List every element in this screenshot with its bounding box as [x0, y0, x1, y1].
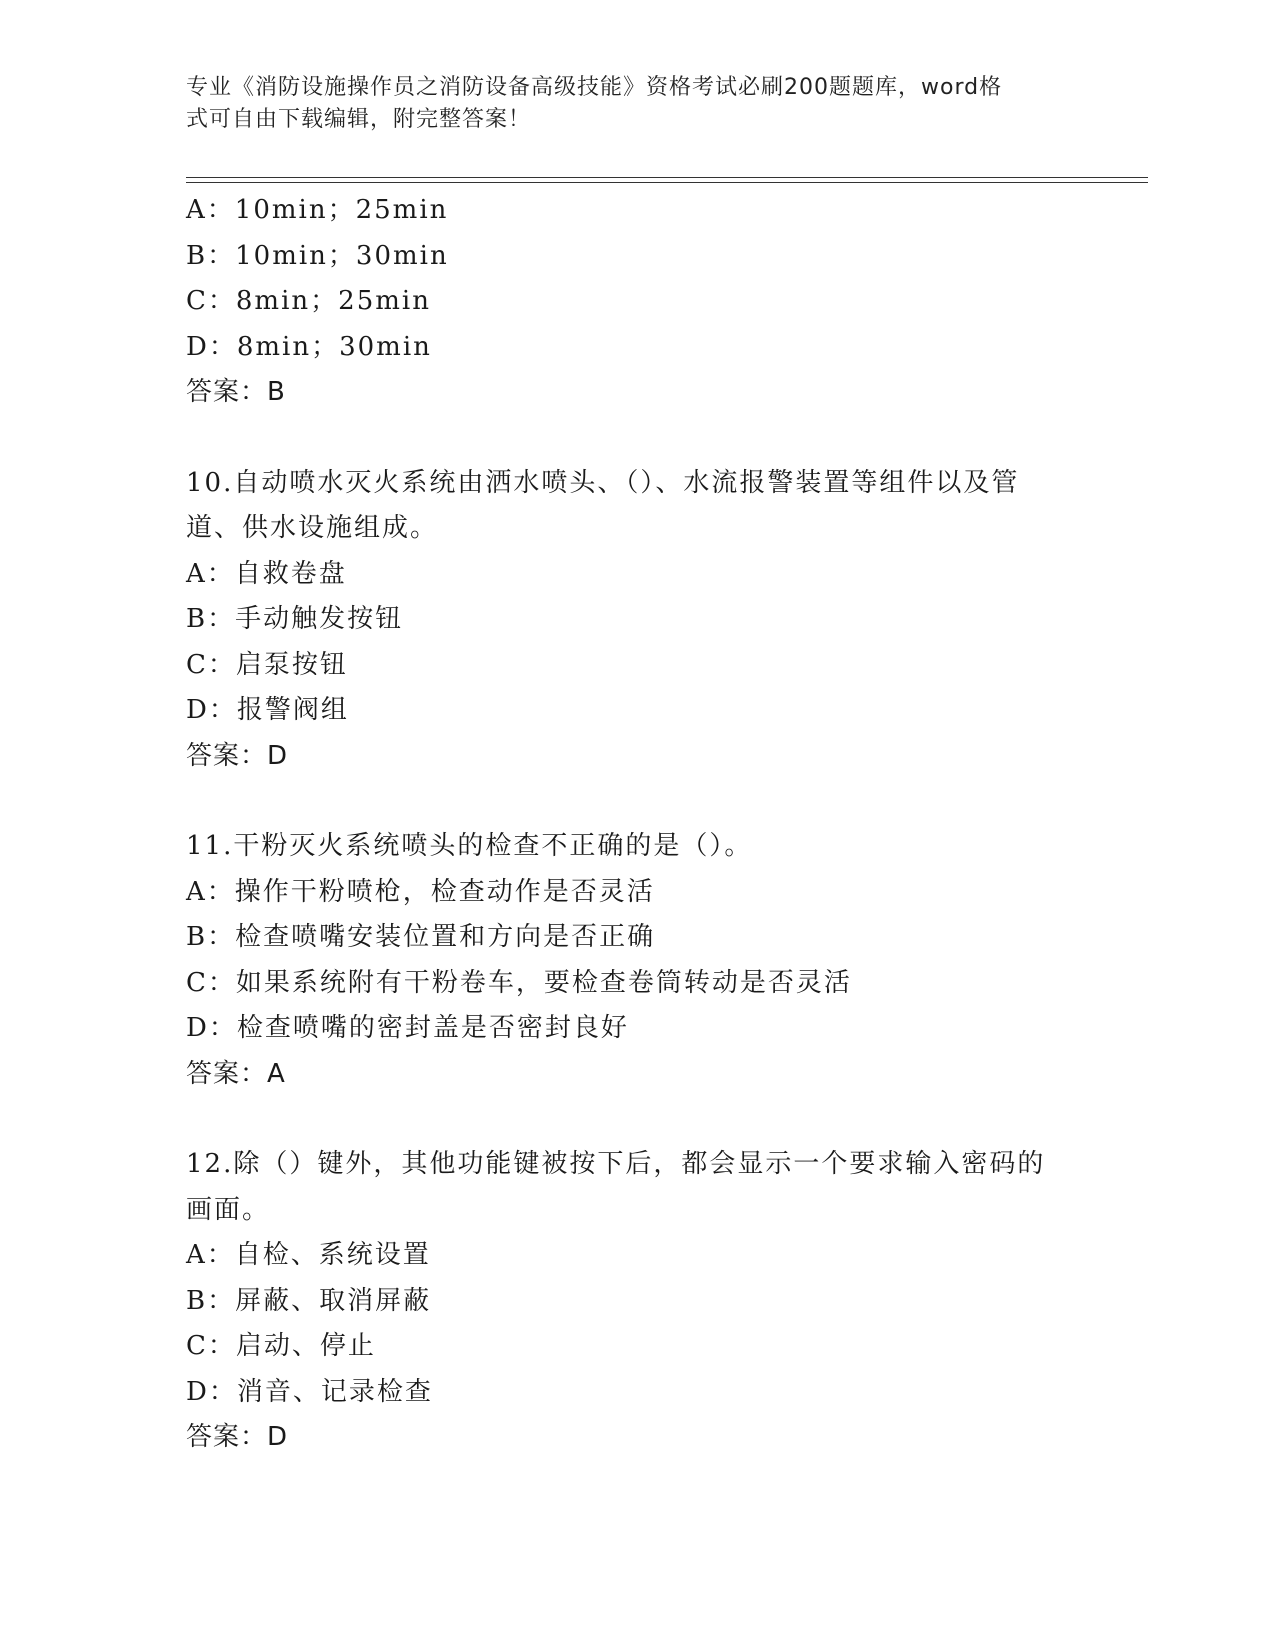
option-c: C：启动、停止	[186, 1331, 376, 1361]
question-stem-line-2: 画面。	[186, 1194, 271, 1225]
header-line-1: 专业《消防设施操作员之消防设备高级技能》资格考试必刷200题题库，word格	[186, 75, 1003, 100]
question-stem-line-1: 10.自动喷水灭火系统由洒水喷头、（）、水流报警装置等组件以及管	[186, 467, 1020, 498]
question-stem-line-1: 12.除（）键外，其他功能键被按下后，都会显示一个要求输入密码的	[186, 1149, 1046, 1179]
option-b: B：检查喷嘴安装位置和方向是否正确	[186, 922, 656, 952]
option-a: A：自检、系统设置	[186, 1240, 431, 1270]
question-spacer	[186, 416, 1086, 461]
document-header	[186, 72, 1086, 136]
question-12	[186, 1142, 1086, 1461]
option-c: C：8min；25min	[186, 286, 431, 316]
question-spacer	[186, 1097, 1086, 1142]
option-c: C：如果系统附有干粉卷车，要检查卷筒转动是否灵活	[186, 967, 852, 998]
option-b: B：屏蔽、取消屏蔽	[186, 1285, 432, 1316]
option-a: A：操作干粉喷枪，检查动作是否灵活	[186, 876, 655, 907]
option-d: D：报警阀组	[186, 695, 349, 725]
answer-line: 答案：A	[186, 1058, 286, 1089]
question-11	[186, 824, 1086, 1097]
option-d: D：检查喷嘴的密封盖是否密封良好	[186, 1013, 629, 1043]
header-divider-bottom	[186, 182, 1148, 183]
question-9	[186, 188, 1086, 416]
header-line-2: 式可自由下载编辑，附完整答案！	[186, 107, 532, 132]
option-b: B：手动触发按钮	[186, 604, 404, 634]
option-d: D：消音、记录检查	[186, 1376, 433, 1407]
option-a: A：10min；25min	[186, 195, 449, 225]
question-spacer	[186, 779, 1086, 824]
question-list	[186, 188, 1086, 1461]
option-c: C：启泵按钮	[186, 649, 348, 680]
answer-line: 答案：D	[186, 740, 289, 771]
question-10	[186, 461, 1086, 780]
question-stem-line-2: 道、供水设施组成。	[186, 513, 439, 543]
answer-line: 答案：D	[186, 1422, 289, 1452]
option-a: A：自救卷盘	[186, 558, 347, 589]
answer-line: 答案：B	[186, 377, 286, 407]
option-b: B：10min；30min	[186, 240, 449, 271]
question-stem-line-1: 11.干粉灭火系统喷头的检查不正确的是（）。	[186, 831, 753, 861]
option-d: D：8min；30min	[186, 331, 432, 362]
header-divider-top	[186, 177, 1148, 178]
